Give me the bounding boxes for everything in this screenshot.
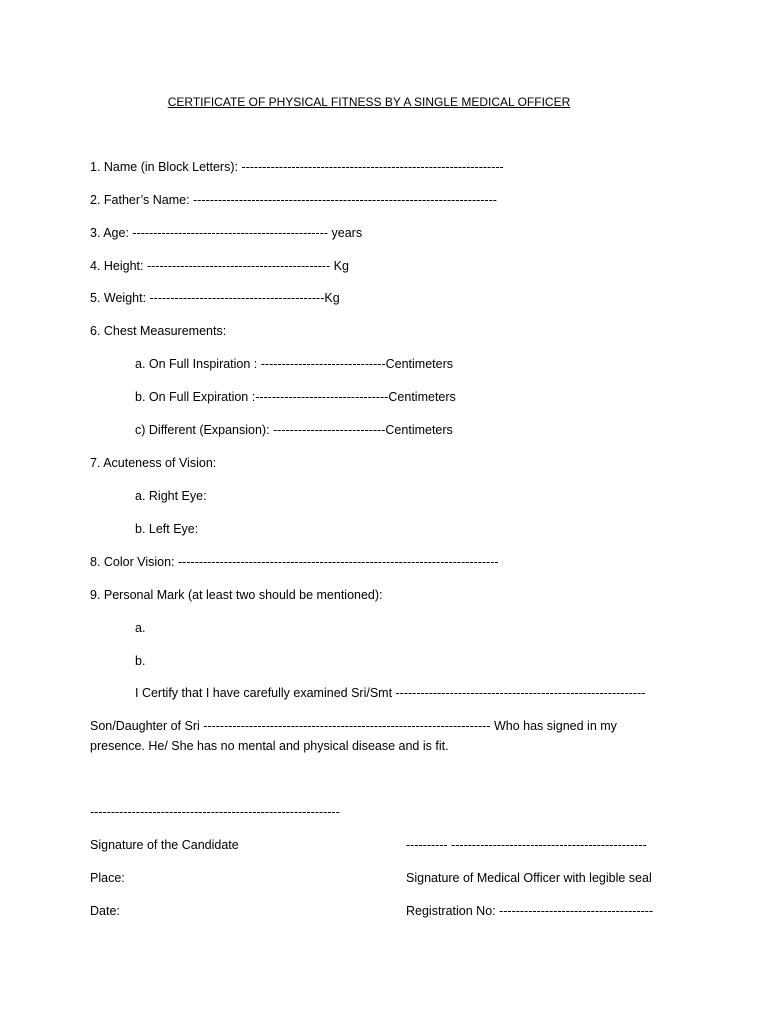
- personal-mark-b: b.: [135, 654, 146, 668]
- registration-field: Registration No: -------------------------------------: [406, 904, 654, 918]
- color-vision-field: 8. Color Vision: -----------------------------------------------------------------------------: [90, 555, 499, 569]
- chest-heading: 6. Chest Measurements:: [90, 324, 227, 338]
- date-label: Date:: [90, 904, 120, 918]
- personal-mark-a: a.: [135, 621, 146, 635]
- officer-signature-line: ---------- -----------------------------------------------: [406, 838, 647, 852]
- age-field: 3. Age: ----------------------------------------------- years: [90, 226, 363, 240]
- left-eye-field: b. Left Eye:: [135, 522, 199, 536]
- father-name-field: 2. Father’s Name: -------------------------------------------------------------------------: [90, 193, 497, 207]
- candidate-signature-label: Signature of the Candidate: [90, 838, 239, 852]
- right-eye-field: a. Right Eye:: [135, 489, 207, 503]
- height-field: 4. Height: -------------------------------------------- Kg: [90, 259, 349, 273]
- chest-expansion-field: c) Different (Expansion): ---------------------------Centimeters: [135, 423, 453, 437]
- page-title: CERTIFICATE OF PHYSICAL FITNESS BY A SINGLE MEDICAL OFFICER: [167, 95, 571, 109]
- certify-statement: I Certify that I have carefully examined Sri/Smt ------------------------------------------------------------: [135, 686, 646, 700]
- chest-expiration-field: b. On Full Expiration :--------------------------------Centimeters: [135, 390, 456, 404]
- place-label: Place:: [90, 871, 125, 885]
- weight-field: 5. Weight: ------------------------------------------Kg: [90, 291, 340, 305]
- vision-heading: 7. Acuteness of Vision:: [90, 456, 217, 470]
- personal-mark-heading: 9. Personal Mark (at least two should be mentioned):: [90, 588, 383, 602]
- officer-signature-label: Signature of Medical Officer with legible seal: [406, 871, 652, 885]
- chest-inspiration-field: a. On Full Inspiration : ------------------------------Centimeters: [135, 357, 454, 371]
- name-field: 1. Name (in Block Letters): ---------------------------------------------------------------: [90, 160, 504, 174]
- certify-parent-statement: Son/Daughter of Sri --------------------------------------------------------------------- Who has signed in my presence. He/ She has no mental and physical disease and is fit.: [90, 719, 617, 753]
- candidate-signature-line: ------------------------------------------------------------: [90, 805, 340, 819]
